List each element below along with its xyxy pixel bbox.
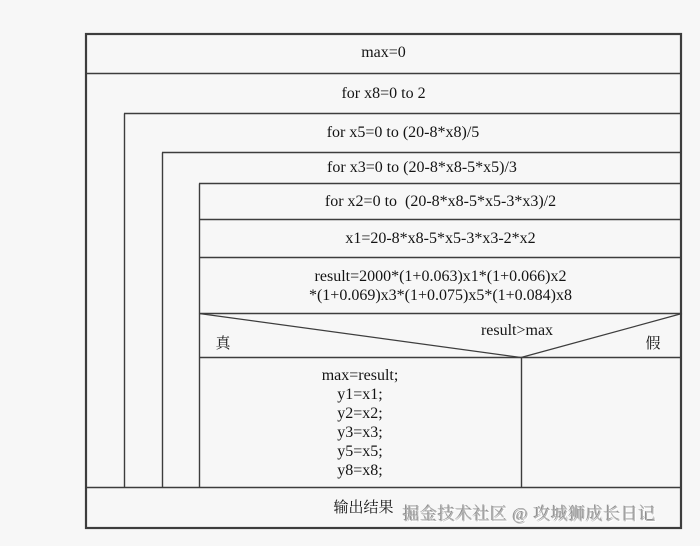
cell-init-max: max=0 bbox=[361, 44, 406, 61]
true-branch-statement: y8=x8; bbox=[337, 461, 383, 479]
true-branch-statement: y3=x3; bbox=[337, 423, 383, 441]
true-branch-statement: y2=x2; bbox=[337, 404, 383, 422]
cell-loop-x8: for x8=0 to 2 bbox=[341, 85, 426, 102]
cell-output-result: 输出结果 bbox=[333, 500, 394, 516]
result-formula-line2: *(1+0.069)x3*(1+0.075)x5*(1+0.084)x8 bbox=[308, 286, 573, 304]
cell-loop-x2: for x2=0 to (20-8*x8-5*x5-3*x3)/2 bbox=[324, 193, 557, 210]
cell-loop-x5: for x5=0 to (20-8*x8)/5 bbox=[326, 124, 480, 141]
site-watermark: 掘金技术社区 @ 攻城狮成长日记 bbox=[403, 505, 657, 524]
cell-loop-x3: for x3=0 to (20-8*x8-5*x5)/3 bbox=[327, 159, 517, 176]
decision-condition-label: result>max bbox=[480, 322, 554, 339]
true-branch-statement: max=result; bbox=[321, 366, 399, 384]
true-branch-statement: y5=x5; bbox=[337, 442, 383, 460]
true-branch-statement: y1=x1; bbox=[337, 385, 383, 403]
result-formula-line1: result=2000*(1+0.063)x1*(1+0.066)x2 bbox=[314, 267, 567, 285]
cell-result-formula bbox=[199, 258, 682, 313]
cell-assign-x1: x1=20-8*x8-5*x5-3*x3-2*x2 bbox=[345, 230, 536, 247]
branch-false-label: 假 bbox=[645, 336, 661, 352]
cell-true-branch-body bbox=[199, 358, 521, 487]
branch-true-label: 真 bbox=[215, 336, 231, 352]
